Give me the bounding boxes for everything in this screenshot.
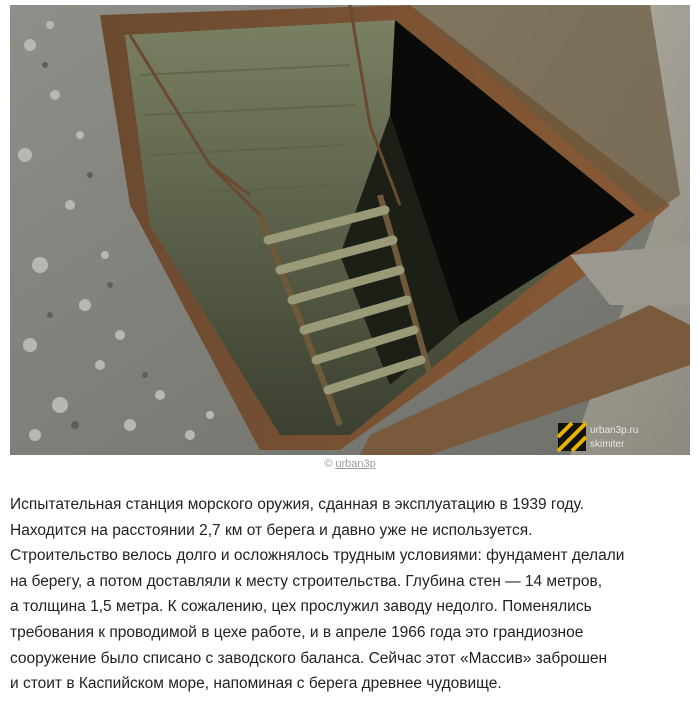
article-line: а толщина 1,5 метра. К сожалению, цех прослужил заводу недолго. Поменялись <box>10 598 592 616</box>
article-line: сооружение было списано с заводского баланса. Сейчас этот «Массив» заброшен <box>10 649 608 667</box>
article-text <box>10 492 690 697</box>
article-line: Находится на расстоянии 2,7 км от берега и давно уже не используется. <box>10 521 533 539</box>
watermark-line2: skimiter <box>590 439 625 450</box>
article-line: требования к проводимой в цехе работе, и в апреле 1966 года это грандиозное <box>10 623 584 641</box>
credit-link[interactable]: urban3p <box>335 458 376 470</box>
copyright-symbol: © <box>324 458 333 470</box>
article-line: Строительство велось долго и осложнялось трудным условиями: фундамент делали <box>10 547 625 565</box>
article-line: на берегу, а потом доставляли к месту строительства. Глубина стен — 14 метров, <box>10 572 603 590</box>
hatch-photo-illustration <box>10 5 690 455</box>
article-line: и стоит в Каспийском море, напоминая с берега древнее чудовище. <box>10 675 502 693</box>
article-line: Испытательная станция морского оружия, сданная в эксплуатацию в 1939 году. <box>10 496 585 513</box>
hatch-photo <box>10 5 690 455</box>
watermark-line1: urban3p.ru <box>590 425 639 436</box>
photo-credit <box>0 458 700 470</box>
